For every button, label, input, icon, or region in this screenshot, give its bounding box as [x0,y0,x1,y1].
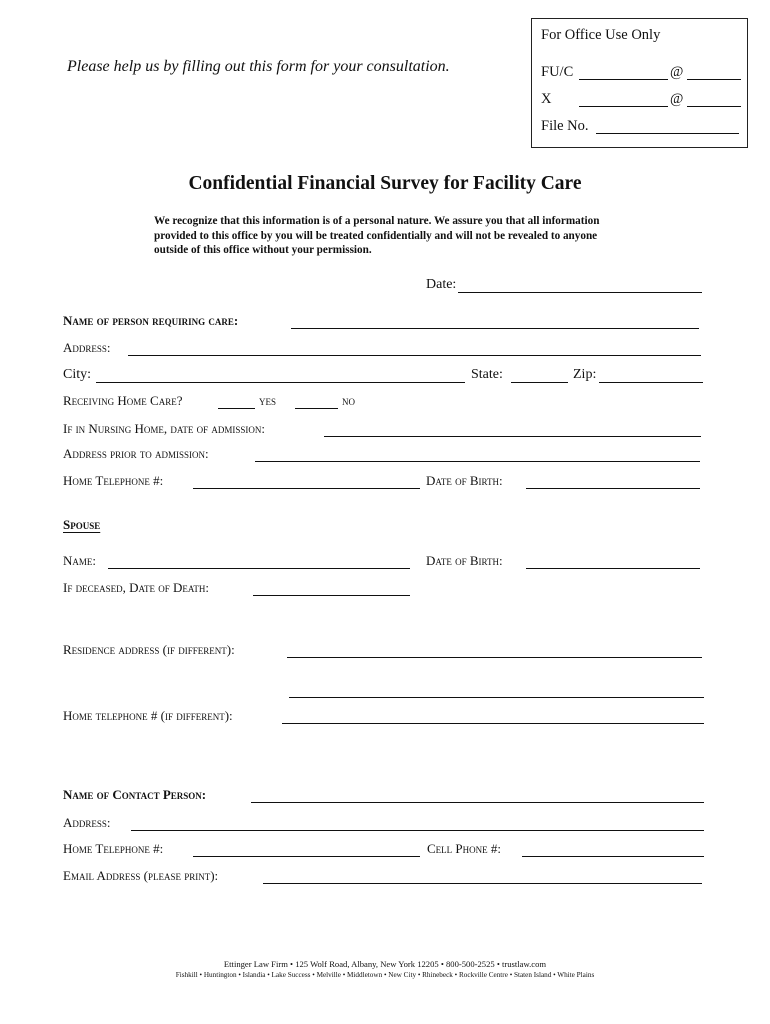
person-name-line[interactable] [291,328,699,329]
nursing-home-line[interactable] [324,436,701,437]
office-use-box [531,18,748,148]
nursing-home-label: If in Nursing Home, date of admission: [63,421,265,436]
person-phone-line[interactable] [193,488,420,489]
x-line-1[interactable] [579,106,668,107]
x-label: X [541,91,552,107]
footer-office-locations: Fishkill • Huntington • Islandia • Lake Success • Melville • Middletown • New City • Rhinebeck • Rockville Centre • Staten Island • White Plains [175,971,595,979]
spouse-residence-line-1[interactable] [287,657,702,658]
contact-email-label: Email Address (please print): [63,868,219,883]
contact-name-line[interactable] [251,802,704,803]
home-care-label: Receiving Home Care? [63,393,183,408]
home-care-no-line[interactable] [295,408,338,409]
contact-cell-label: Cell Phone #: [427,841,502,856]
spouse-residence-line-2[interactable] [289,697,704,698]
spouse-residence-label: Residence address (if different): [63,642,235,657]
contact-address-line[interactable] [131,830,704,831]
prior-address-label: Address prior to admission: [63,446,209,461]
prior-address-line[interactable] [255,461,700,462]
date-line[interactable] [458,292,702,293]
city-line[interactable] [96,382,465,383]
x-line-2[interactable] [687,106,741,107]
person-address-line[interactable] [128,355,701,356]
office-use-heading: For Office Use Only [541,27,661,43]
city-label: City: [63,367,92,382]
person-address-label: Address: [63,340,111,355]
contact-phone-line[interactable] [193,856,420,857]
confidentiality-notice: We recognize that this information is of a personal nature. We assure you that all information provided to this office by you will be treated confidentially and will not be revealed to anyone outside of this office without your permission. [154,215,600,256]
footer-firm-info: Ettinger Law Firm • 125 Wolf Road, Albany, New York 12205 • 800-500-2525 • trustlaw.com [223,959,547,969]
home-care-yes-label: yes [259,393,277,408]
date-label: Date: [426,277,457,292]
spouse-phone-label: Home telephone # (if different): [63,708,233,723]
contact-cell-line[interactable] [522,856,704,857]
zip-label: Zip: [573,367,597,382]
spouse-deceased-label: If deceased, Date of Death: [63,580,209,595]
form-title: Confidential Financial Survey for Facility Care [188,173,582,194]
contact-name-label: Name of Contact Person: [63,787,207,802]
contact-phone-label: Home Telephone #: [63,841,164,856]
person-name-label: Name of person requiring care: [63,313,239,328]
home-care-yes-line[interactable] [218,408,255,409]
spouse-name-line[interactable] [108,568,410,569]
fuc-label: FU/C [541,64,574,80]
state-line[interactable] [511,382,568,383]
intro-text: Please help us by filling out this form for your consultation. [67,58,450,75]
spouse-name-label: Name: [63,553,96,568]
person-phone-label: Home Telephone #: [63,473,164,488]
spouse-phone-line[interactable] [282,723,704,724]
fuc-line-2[interactable] [687,79,741,80]
spouse-deceased-line[interactable] [253,595,410,596]
person-dob-label: Date of Birth: [426,473,503,488]
state-label: State: [471,367,503,382]
person-dob-line[interactable] [526,488,700,489]
zip-line[interactable] [599,382,703,383]
spouse-dob-label: Date of Birth: [426,553,503,568]
spouse-heading: Spouse [63,517,101,532]
fuc-at: @ [670,64,684,80]
fuc-line-1[interactable] [579,79,668,80]
x-at: @ [670,91,684,107]
contact-email-line[interactable] [263,883,702,884]
contact-address-label: Address: [63,815,111,830]
home-care-no-label: no [342,393,355,408]
file-no-label: File No. [541,118,589,134]
spouse-dob-line[interactable] [526,568,700,569]
file-no-line[interactable] [596,133,739,134]
